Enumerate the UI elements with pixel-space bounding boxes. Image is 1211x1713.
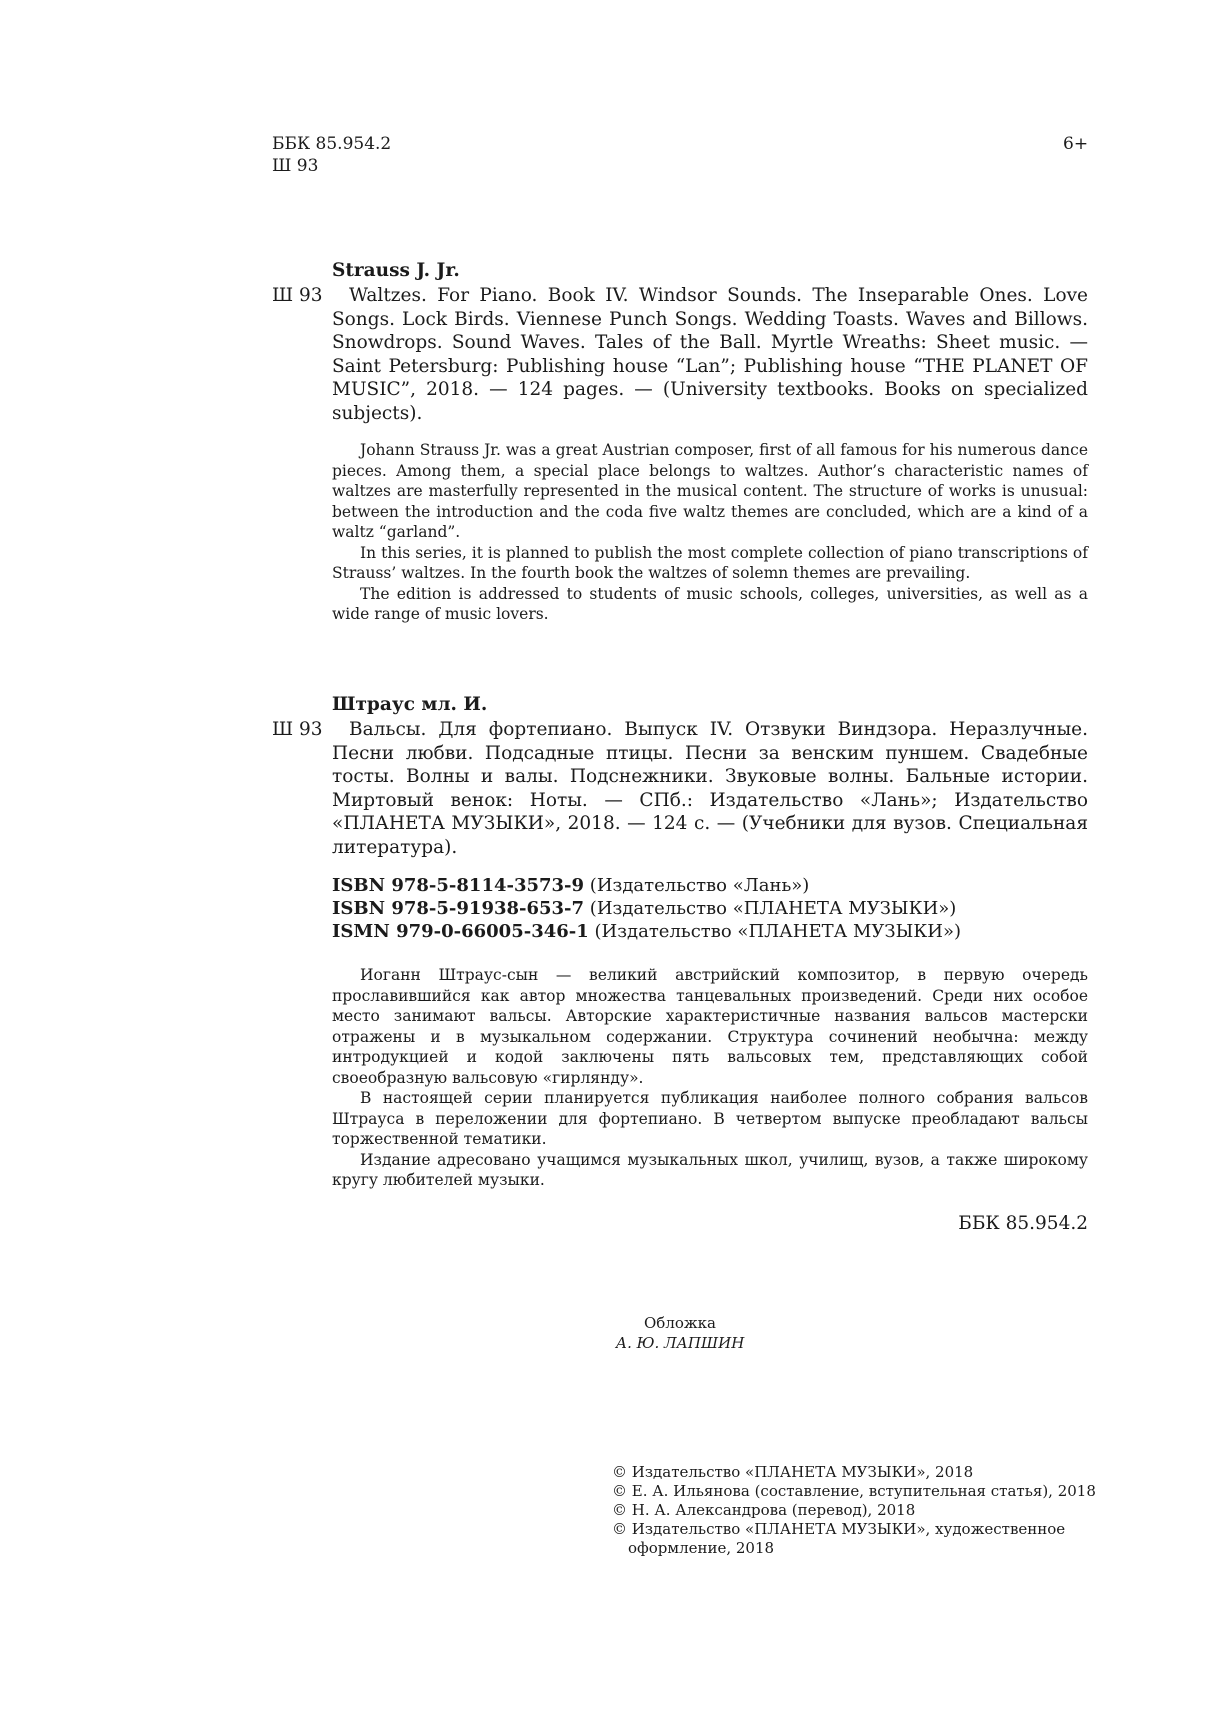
ismn-planet: ISMN 979-0-66005-346-1 [332,921,589,942]
russian-description: Вальсы. Для фортепиано. Выпуск IV. Отзвуки Виндзора. Неразлучные. Песни любви. Подсадные птицы. Песни за венским пуншем. Свадебные тосты. Волны и валы. Подснежники. Звуковые волны. Бальные истории. Миртовый венок: Ноты. — СПб.: Издательство «Лань»; Издательство «ПЛАНЕТА МУЗЫКИ», 2018. — 124 с. — (Учебники для вузов. Специальная литература). [332,719,1088,858]
english-abstract-p2: In this series, it is planned to publish the most complete collection of piano transcriptions of Strauss’ waltzes. In the fourth book the waltzes of solemn themes are prevailing. [332,543,1088,582]
english-description: Waltzes. For Piano. Book IV. Windsor Sounds. The Inseparable Ones. Love Songs. Lock Birds. Viennese Punch Songs. Wedding Toasts. Waves and Billows. Snowdrops. Sound Waves. Tales of the Ball. Myrtle Wreaths: Sheet music. — Saint Petersburg: Publishing house “Lan”; Publishing house “THE PLANET OF MUSIC”, 2018. — 124 pages. — (University textbooks. Books on specialized subjects). [332,285,1088,424]
age-rating: 6+ [1063,134,1089,154]
identifier-row [332,920,961,943]
russian-abstract-p1: Иоганн Штраус-сын — великий австрийский композитор, в первую очередь прославившийся как автор множества танцевальных произведений. Среди них особое место занимают вальсы. Авторские характеристичные названия вальсов мастерски отражены и в музыкальном содержании. Структура сочинений необычна: между интродукцией и кодой заключены пять вальсовых тем, представляющих собой своеобразную вальсовую «гирлянду». [332,966,1088,1087]
copyright-line: © Е. А. Ильянова (составление, вступительная статья), 2018 [612,1482,1096,1500]
english-abstract-p3: The edition is addressed to students of music schools, colleges, universities, as well as a wide range of music lovers. [332,584,1088,623]
isbn-planet-publisher: (Издательство «ПЛАНЕТА МУЗЫКИ») [589,898,957,919]
cover-credit-label: Обложка [643,1314,716,1332]
english-abstract [332,440,1088,625]
copyright-line: © Н. А. Александрова (перевод), 2018 [612,1501,916,1519]
english-author: Strauss J. Jr. [332,260,460,281]
english-code: Ш 93 [272,285,323,306]
cover-credit [560,1313,800,1353]
copyright-line: © Издательство «ПЛАНЕТА МУЗЫКИ», 2018 [612,1463,974,1481]
ismn-planet-publisher: (Издательство «ПЛАНЕТА МУЗЫКИ») [594,921,962,942]
cover-credit-name: А. Ю. ЛАПШИН [615,1334,745,1352]
header-code: Ш 93 [272,156,319,176]
russian-code: Ш 93 [272,719,323,740]
isbn-planet: ISBN 978-5-91938-653-7 [332,898,585,919]
copyright-line-continuation: оформление, 2018 [628,1539,775,1557]
isbn-lan: ISBN 978-5-8114-3573-9 [332,875,585,896]
russian-author: Штраус мл. И. [332,694,488,715]
bbk-footer: ББК 85.954.2 [958,1213,1088,1234]
russian-abstract-p2: В настоящей серии планируется публикация наиболее полного собрания вальсов Штрауса в переложении для фортепиано. В четвертом выпуске преобладают вальсы торжественной тематики. [332,1089,1088,1148]
copyright-block [612,1463,1096,1558]
russian-abstract-p3: Издание адресовано учащимся музыкальных школ, училищ, вузов, а также широкому кругу любителей музыки. [332,1150,1088,1189]
identifier-row [332,897,961,920]
english-abstract-p1: Johann Strauss Jr. was a great Austrian composer, first of all famous for his numerous dance pieces. Among them, a special place belongs to waltzes. Author’s characteristic names of waltzes are masterfully represented in the musical content. The structure of works is unusual: between the introduction and the coda five waltz themes are concluded, which are a kind of a waltz “garland”. [332,441,1088,541]
copyright-line: © Издательство «ПЛАНЕТА МУЗЫКИ», художественное [612,1520,1066,1538]
isbn-lan-publisher: (Издательство «Лань») [589,875,810,896]
identifier-row [332,874,961,897]
russian-abstract [332,965,1088,1191]
identifier-list [332,874,961,943]
header-bbk: ББК 85.954.2 [272,134,392,154]
